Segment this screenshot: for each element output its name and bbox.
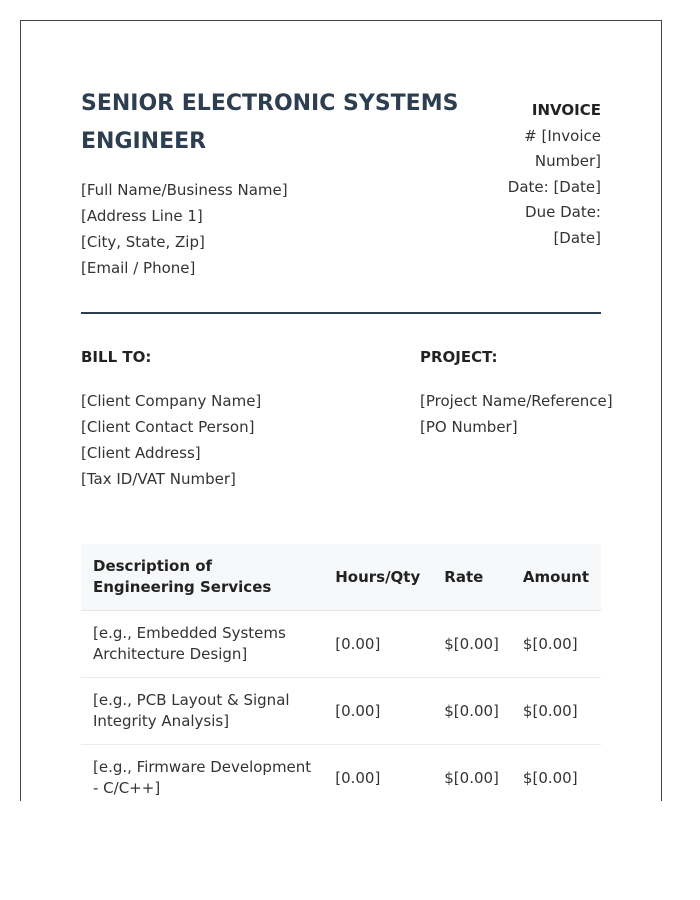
client-tax-id: [Tax ID/VAT Number] [81,470,236,488]
row-description: [e.g., PCB Layout & Signal Integrity Analysis] [81,678,323,745]
invoice-label: INVOICE [531,101,601,119]
client-address: [Client Address] [81,444,201,462]
sender-name: [Full Name/Business Name] [81,181,288,199]
invoice-meta [491,98,601,251]
column-header-description: Description of Engineering Services [81,544,323,611]
row-amount: $[0.00] [511,745,601,802]
sender-details [81,177,288,281]
sender-city-state-zip: [City, State, Zip] [81,233,205,251]
project-label: PROJECT: [420,348,498,366]
row-rate: $[0.00] [432,678,511,745]
column-header-hours: Hours/Qty [323,544,432,611]
line-items-table [81,544,601,801]
client-contact: [Client Contact Person] [81,418,255,436]
row-hours: [0.00] [323,678,432,745]
bill-to-details [81,388,261,492]
table-row [81,678,601,745]
row-rate: $[0.00] [432,611,511,678]
client-company: [Client Company Name] [81,392,262,410]
row-rate: $[0.00] [432,745,511,802]
table-row [81,611,601,678]
row-description: [e.g., Firmware Development - C/C++] [81,745,323,802]
invoice-document [20,20,662,801]
po-number: [PO Number] [420,418,518,436]
invoice-number: # [Invoice Number] [524,126,601,170]
row-hours: [0.00] [323,745,432,802]
row-description: [e.g., Embedded Systems Architecture Design] [81,611,323,678]
row-hours: [0.00] [323,611,432,678]
column-header-rate: Rate [432,544,511,611]
invoice-due-date: Due Date: [Date] [525,203,601,247]
invoice-date: Date: [Date] [507,177,601,196]
project-details [420,388,613,440]
sender-contact: [Email / Phone] [81,259,196,277]
page-title: SENIOR ELECTRONIC SYSTEMS ENGINEER [81,91,459,154]
bill-to-label: BILL TO: [81,348,152,366]
table-row [81,745,601,802]
header-divider [81,312,601,314]
row-amount: $[0.00] [511,611,601,678]
column-header-amount: Amount [511,544,601,611]
sender-address-line: [Address Line 1] [81,207,203,225]
row-amount: $[0.00] [511,678,601,745]
table-header-row [81,544,601,611]
project-name: [Project Name/Reference] [420,392,613,410]
